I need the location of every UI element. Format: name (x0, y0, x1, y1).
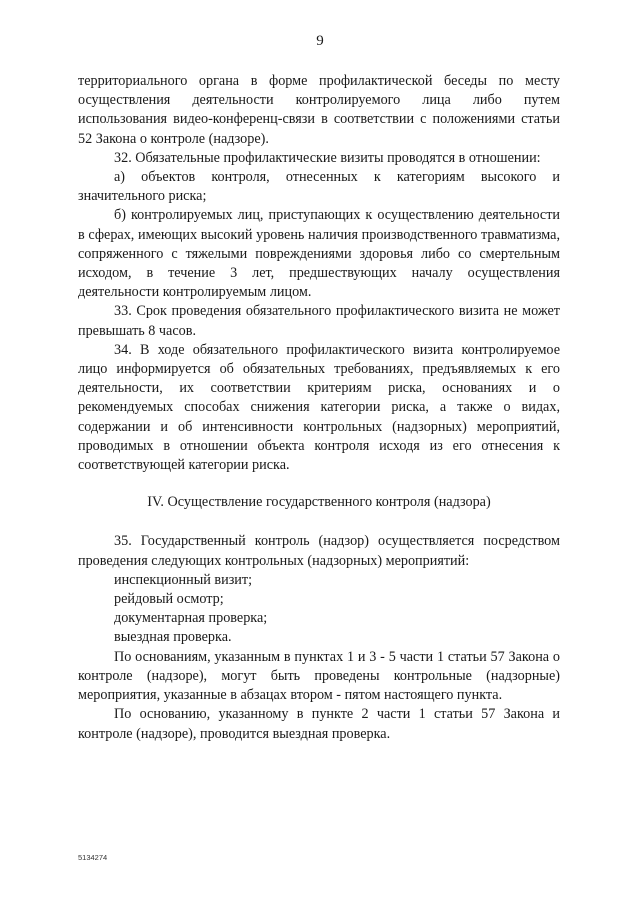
paragraph-32-b: б) контролируемых лиц, приступающих к осуществлению деятельности в сферах, имеющих высокий уровень наличия производственного травматизма, сопряженного с тяжелыми повреждениями здоровья либо со смертельным исходом, в течение 3 лет, предшествующих началу осуществления деятельности контролируемым лицом. (78, 207, 560, 301)
paragraph-continuation: территориального органа в форме профилактической беседы по месту осуществления деятельности контролируемого лица либо путем использования видео-конференц-связи в соответствии с положениями статьи 52 Закона о контроле (надзоре). (78, 73, 560, 147)
list-item: рейдовый осмотр; (114, 591, 224, 608)
paragraph-33: 33. Срок проведения обязательного профилактического визита не может превышать 8 часов. (78, 303, 560, 339)
paragraph-32-a: а) объектов контроля, отнесенных к категориям высокого и значительного риска; (78, 169, 560, 205)
list-item: инспекционный визит; (114, 571, 253, 588)
paragraph-35-basis-1: По основаниям, указанным в пунктах 1 и 3 - 5 части 1 статьи 57 Закона о контроле (надзоре), могут быть проведены контрольные (надзорные) мероприятия, указанные в абзацах втором - пятом настоящего пункта. (78, 648, 560, 704)
page-number: 9 (316, 33, 324, 49)
paragraph-34: 34. В ходе обязательного профилактического визита контролируемое лицо информируется об обязательных требованиях, предъявляемых к его деятельности, их соответствии критериям риска, основаниях и о рекомендуемых способах снижения категории риска, а также о видах, содержании и об интенсивности контрольных (надзорных) мероприятий, проводимых в отношении объекта контроля исходя из его отнесения к соответствующей категории риска. (78, 341, 560, 474)
list-item: выездная проверка. (114, 629, 232, 646)
paragraph-35: 35. Государственный контроль (надзор) осуществляется посредством проведения следующих контрольных (надзорных) мероприятий: (78, 533, 560, 569)
paragraph-32: 32. Обязательные профилактические визиты проводятся в отношении: (114, 149, 541, 166)
section-heading: IV. Осуществление государственного контроля (надзора) (147, 494, 491, 511)
document-body (78, 72, 560, 744)
document-code: 5134274 (78, 853, 108, 862)
list-item: документарная проверка; (114, 610, 268, 627)
paragraph-35-basis-2: По основанию, указанному в пункте 2 части 1 статьи 57 Закона и контроле (надзоре), проводится выездная проверка. (78, 706, 560, 742)
